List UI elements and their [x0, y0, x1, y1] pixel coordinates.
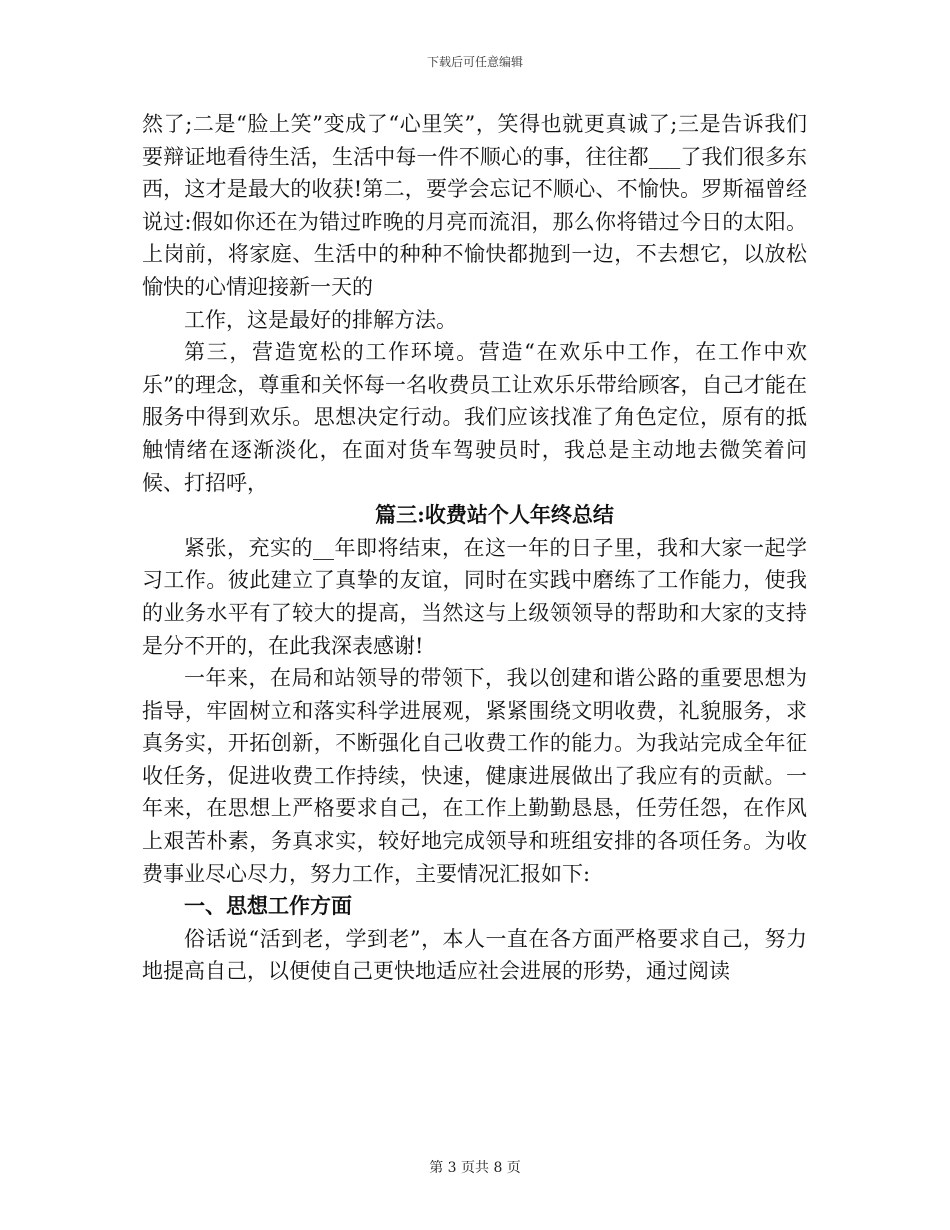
- paragraph-6: 俗话说“活到老，学到老”，本人一直在各方面严格要求自己，努力地提高自己，以便使自己更快地适应社会进展的形势，通过阅读: [142, 926, 807, 984]
- paragraph-5: 一年来，在局和站领导的带领下，我以创建和谐公路的重要思想为指导，牢固树立和落实科学进展观，紧紧围绕文明收费，礼貌服务，求真务实，开拓创新，不断强化自己收费工作的能力。为我站完成全年征收任务，促进收费工作持续，快速，健康进展做出了我应有的贡献。一年来，在思想上严格要求自己，在工作上勤勤恳恳，任劳任怨，在作风上艰苦朴素，务真求实，较好地完成领导和班组安排的各项任务。为收费事业尽心尽力，努力工作，主要情况汇报如下:: [142, 666, 807, 886]
- page-number-footer: 第 3 页共 8 页: [429, 1160, 521, 1176]
- paragraph-4: 紧张，充实的__年即将结束，在这一年的日子里，我和大家一起学习工作。彼此建立了真挚的友谊，同时在实践中磨练了工作能力，使我的业务水平有了较大的提高，当然这与上级领领导的帮助和大家的支持是分不开的，在此我深表感谢!: [142, 535, 807, 658]
- page-header-note: 下载后可任意编辑: [426, 55, 523, 69]
- paragraph-3: 第三，营造宽松的工作环境。营造“在欢乐中工作，在工作中欢乐”的理念，尊重和关怀每一名收费员工让欢乐乐带给顾客，自己才能在服务中得到欢乐。思想决定行动。我们应该找准了角色定位，原有的抵触情绪在逐渐淡化，在面对货车驾驶员时，我总是主动地去微笑着问候、打招呼，: [142, 340, 807, 495]
- subsection-heading: 一、思想工作方面: [184, 893, 352, 919]
- section-heading: 篇三:收费站个人年终总结: [375, 502, 614, 528]
- document-body: [142, 108, 807, 988]
- paragraph-1: 然了;二是“脸上笑”变成了“心里笑”，笑得也就更真诚了;三是告诉我们要辩证地看待生活，生活中每一件不顺心的事，往往都___了我们很多东西，这才是最大的收获!第二，要学会忘记不顺心、不愉快。罗斯福曾经说过:假如你还在为错过昨晚的月亮而流泪，那么你将错过今日的太阳。上岗前，将家庭、生活中的种种不愉快都抛到一边，不去想它，以放松愉快的心情迎接新一天的: [142, 112, 807, 299]
- paragraph-2: 工作，这是最好的排解方法。: [184, 307, 457, 332]
